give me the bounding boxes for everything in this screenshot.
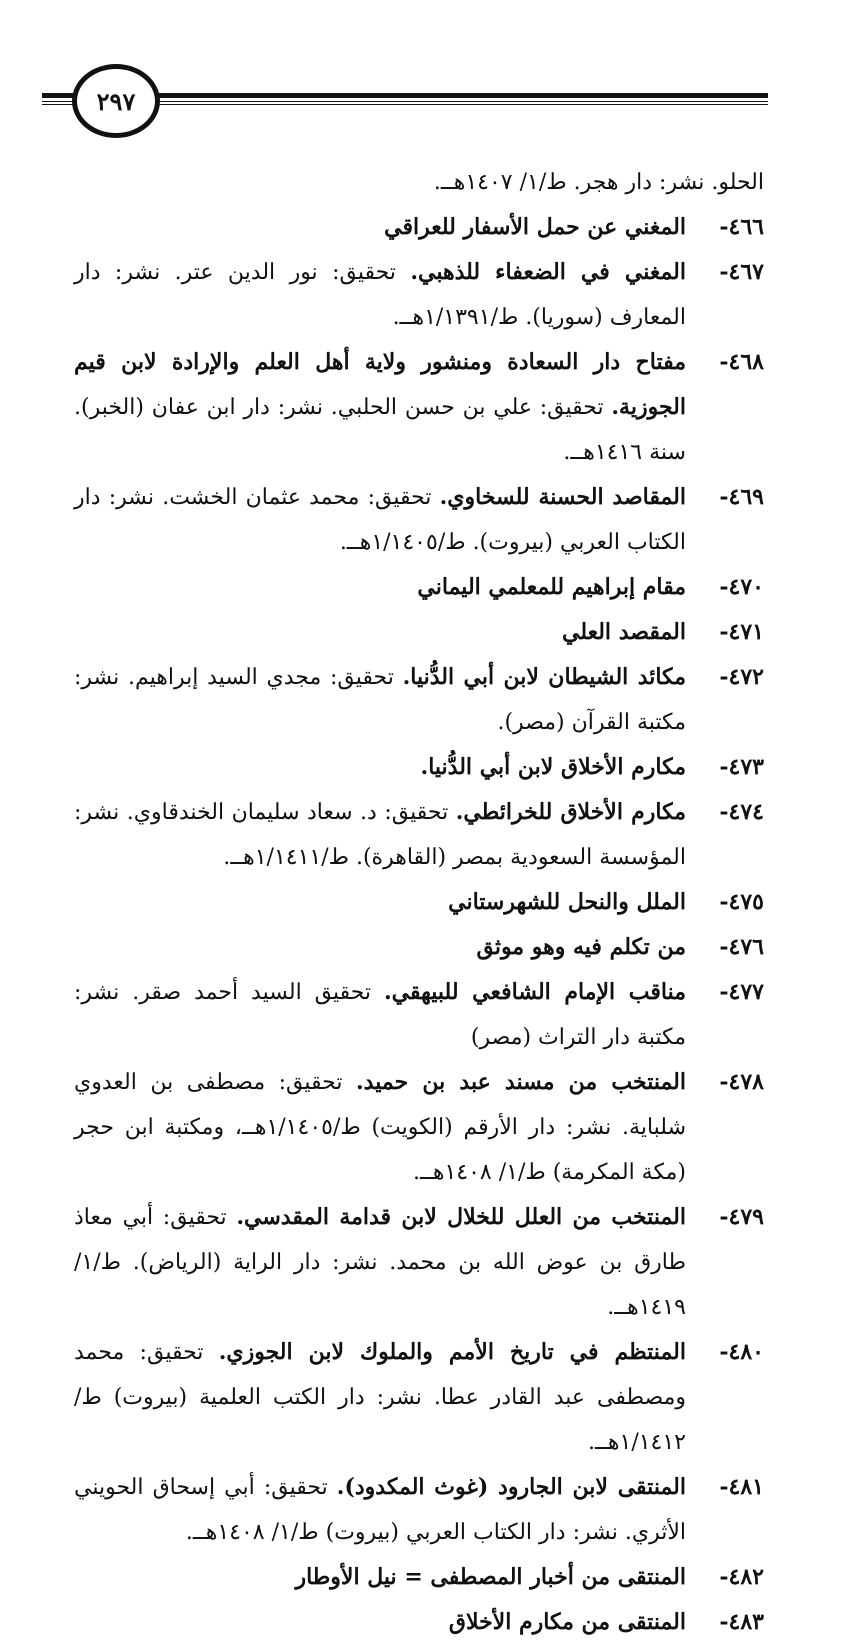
bibliography-list xyxy=(74,160,764,1645)
bibliography-entry xyxy=(74,610,764,655)
entries-container xyxy=(74,205,764,1645)
entry-number: ٤٦٩- xyxy=(719,484,764,510)
bibliography-entry xyxy=(74,340,764,475)
entry-title: المنتقى من مكارم الأخلاق xyxy=(448,1609,686,1635)
entry-title: مكارم الأخلاق لابن أبي الدُّنيا. xyxy=(420,754,686,780)
entry-details: تحقيق: محمد ومصطفى عبد القادر عطا. نشر: دار الكتب العلمية (بيروت) ط/١/١٤١٢هــ. xyxy=(74,1340,686,1455)
bibliography-entry xyxy=(74,745,764,790)
bibliography-entry xyxy=(74,655,764,745)
bibliography-entry xyxy=(74,880,764,925)
entry-title: مفتاح دار السعادة ومنشور ولاية أهل العلم والإرادة لابن قيم الجوزية. xyxy=(74,349,686,420)
bibliography-entry xyxy=(74,1060,764,1195)
entry-details: تحقيق: نور الدين عتر. نشر: دار المعارف (سوريا). ط/١/١٣٩١هــ. xyxy=(74,260,686,330)
entry-number: ٤٧٧- xyxy=(719,979,764,1005)
entry-details: تحقيق: أبي معاذ طارق بن عوض الله بن محمد. نشر: دار الراية (الرياض). ط/١/ ١٤١٩هــ. xyxy=(74,1205,686,1320)
bibliography-entry xyxy=(74,1195,764,1330)
entry-number: ٤٦٦- xyxy=(719,214,764,240)
entry-title: المنتخب من العلل للخلال لابن قدامة المقدسي. xyxy=(236,1204,686,1230)
entry-number: ٤٨٠- xyxy=(719,1339,764,1365)
entry-number: ٤٧٤- xyxy=(719,799,764,825)
bibliography-entry xyxy=(74,565,764,610)
entry-title: المنتقى لابن الجارود (غوث المكدود). xyxy=(336,1474,686,1500)
entry-title: الملل والنحل للشهرستاني xyxy=(448,889,686,915)
entry-details: تحقيق: مصطفى بن العدوي شلباية. نشر: دار الأرقم (الكويت) ط/١/١٤٠٥هــ، ومكتبة ابن حجر (مكة المكرمة) ط/١/ ١٤٠٨هــ. xyxy=(74,1070,686,1185)
bibliography-entry xyxy=(74,970,764,1060)
bibliography-entry xyxy=(74,205,764,250)
entry-number: ٤٦٧- xyxy=(719,259,764,285)
entry-title: مكائد الشيطان لابن أبي الدُّنيا. xyxy=(402,664,686,690)
entry-details: تحقيق: محمد عثمان الخشت. نشر: دار الكتاب العربي (بيروت). ط/١/١٤٠٥هــ. xyxy=(74,485,686,555)
entry-title: المقاصد الحسنة للسخاوي. xyxy=(439,484,686,510)
entry-details: تحقيق: مجدي السيد إبراهيم. نشر: مكتبة القرآن (مصر). xyxy=(74,665,686,735)
entry-details: تحقيق: أبي إسحاق الحويني الأثري. نشر: دار الكتاب العربي (بيروت) ط/١/ ١٤٠٨هــ. xyxy=(74,1475,686,1545)
entry-number: ٤٧١- xyxy=(719,619,764,645)
page-number: ٢٩٧ xyxy=(96,86,136,116)
entry-details: تحقيق: علي بن حسن الحلبي. نشر: دار ابن عفان (الخبر). سنة ١٤١٦هــ. xyxy=(74,395,686,465)
entry-title: مناقب الإمام الشافعي للبيهقي. xyxy=(384,979,686,1005)
entry-number: ٤٧٠- xyxy=(719,574,764,600)
bibliography-entry xyxy=(74,1555,764,1600)
entry-title: المغني في الضعفاء للذهبي. xyxy=(410,259,686,285)
entry-number: ٤٧٩- xyxy=(719,1204,764,1230)
bibliography-entry xyxy=(74,1330,764,1465)
entry-title: المقصد العلي xyxy=(562,619,686,645)
entry-title: المنتقى من أخبار المصطفى = نيل الأوطار xyxy=(295,1564,686,1590)
entry-number: ٤٧٦- xyxy=(719,934,764,960)
entry-details: تحقيق السيد أحمد صقر. نشر: مكتبة دار التراث (مصر) xyxy=(74,980,686,1050)
bibliography-entry xyxy=(74,1600,764,1645)
bibliography-entry xyxy=(74,475,764,565)
entry-number: ٤٨٢- xyxy=(719,1564,764,1590)
bibliography-entry xyxy=(74,1465,764,1555)
continued-entry-text: الحلو. نشر: دار هجر. ط/١/ ١٤٠٧هــ. xyxy=(433,170,764,195)
entry-title: المغني عن حمل الأسفار للعراقي xyxy=(384,214,686,240)
entry-title: المنتظم في تاريخ الأمم والملوك لابن الجوزي. xyxy=(218,1339,686,1365)
entry-number: ٤٦٨- xyxy=(719,349,764,375)
entry-title: المنتخب من مسند عبد بن حميد. xyxy=(356,1069,686,1095)
entry-number: ٤٨١- xyxy=(719,1474,764,1500)
entry-number: ٤٧٨- xyxy=(719,1069,764,1095)
bibliography-entry xyxy=(74,790,764,880)
entry-title: من تكلم فيه وهو موثق xyxy=(476,934,686,960)
bibliography-entry xyxy=(74,925,764,970)
entry-number: ٤٧٣- xyxy=(719,754,764,780)
bibliography-entry xyxy=(74,250,764,340)
page-header xyxy=(0,0,868,160)
entry-number: ٤٧٢- xyxy=(719,664,764,690)
entry-number: ٤٨٣- xyxy=(719,1609,764,1635)
entry-number: ٤٧٥- xyxy=(719,889,764,915)
entry-details: تحقيق: د. سعاد سليمان الخندقاوي. نشر: المؤسسة السعودية بمصر (القاهرة). ط/١/١٤١١هــ. xyxy=(74,800,686,870)
entry-title: مقام إبراهيم للمعلمي اليماني xyxy=(417,574,686,600)
entry-title: مكارم الأخلاق للخرائطي. xyxy=(455,799,686,825)
page-number-badge xyxy=(72,64,160,138)
